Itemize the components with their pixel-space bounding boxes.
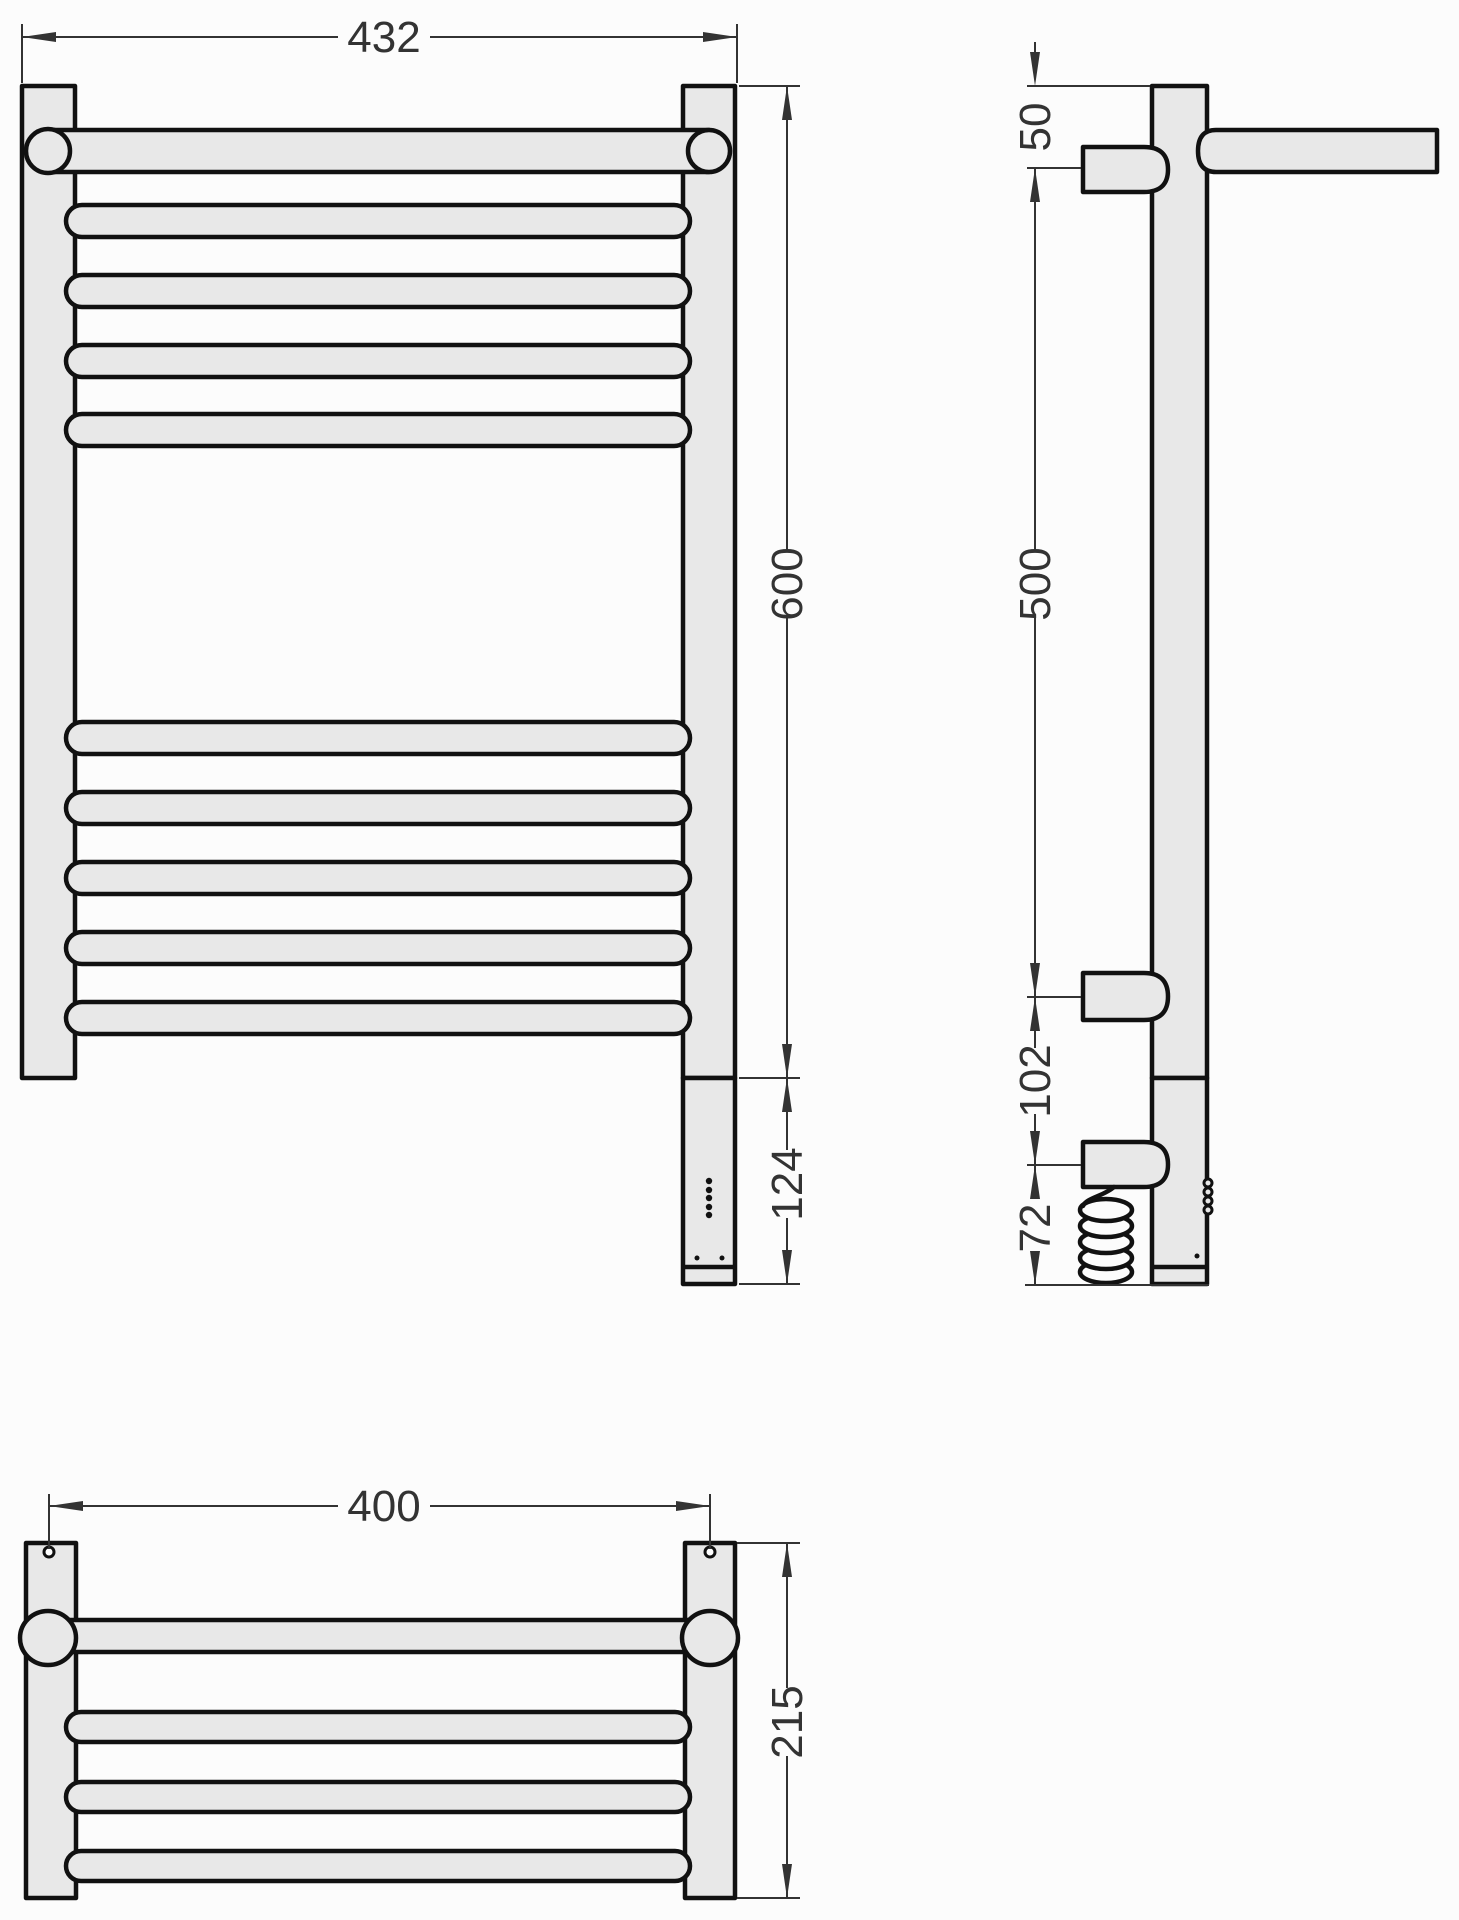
front-rung bbox=[66, 792, 690, 824]
side-upper-wall-bracket bbox=[1083, 147, 1168, 192]
bottom-bar bbox=[66, 1851, 690, 1881]
side-view bbox=[1011, 42, 1437, 1285]
bottom-view bbox=[20, 1482, 812, 1898]
dim-mount-spacing bbox=[49, 1482, 710, 1549]
dim-top-offset-label: 50 bbox=[1011, 102, 1060, 152]
front-left-post bbox=[22, 86, 75, 1078]
led-bump bbox=[1204, 1188, 1212, 1196]
dim-bracket-to-box-label: 102 bbox=[1011, 1044, 1060, 1118]
led-bump bbox=[1204, 1197, 1212, 1205]
led-bump bbox=[1204, 1179, 1212, 1187]
dim-bracket-span-label: 500 bbox=[1011, 547, 1060, 621]
bottom-left-boss bbox=[20, 1611, 76, 1665]
front-rung bbox=[66, 932, 690, 964]
dim-overall-width bbox=[22, 13, 737, 83]
led-dot bbox=[706, 1187, 712, 1193]
dim-mount-spacing-label: 400 bbox=[347, 1482, 421, 1531]
bottom-bar bbox=[66, 1712, 690, 1742]
led-bump bbox=[1204, 1206, 1212, 1214]
front-left-boss bbox=[26, 129, 70, 173]
front-rung bbox=[66, 722, 690, 754]
dim-depth bbox=[737, 1543, 812, 1898]
front-top-bar bbox=[48, 130, 709, 172]
led-dot bbox=[706, 1178, 712, 1184]
front-rung bbox=[66, 205, 690, 237]
front-right-boss bbox=[688, 130, 730, 172]
screw-dot bbox=[1195, 1254, 1200, 1259]
front-rung bbox=[66, 862, 690, 894]
front-rung bbox=[66, 275, 690, 307]
dim-depth-label: 215 bbox=[763, 1685, 812, 1759]
side-post bbox=[1152, 86, 1207, 1078]
led-dot bbox=[706, 1204, 712, 1210]
front-right-post bbox=[683, 86, 735, 1078]
dim-heater-height-label: 124 bbox=[763, 1147, 812, 1221]
dim-body-height-label: 600 bbox=[763, 547, 812, 621]
front-rung bbox=[66, 345, 690, 377]
bottom-top-bar bbox=[48, 1620, 710, 1652]
dim-top-offset bbox=[1011, 42, 1150, 151]
front-view bbox=[22, 13, 812, 1284]
dim-box-to-bottom-label: 72 bbox=[1011, 1203, 1060, 1253]
dim-bracket-to-box bbox=[1011, 997, 1081, 1165]
screw-dot bbox=[695, 1256, 700, 1261]
front-rung bbox=[66, 1002, 690, 1034]
led-dot bbox=[706, 1195, 712, 1201]
bottom-right-plate bbox=[685, 1543, 735, 1898]
dim-bracket-span bbox=[1011, 168, 1081, 997]
led-dot bbox=[706, 1212, 712, 1218]
side-top-bar bbox=[1198, 130, 1437, 172]
screw-dot bbox=[720, 1256, 725, 1261]
side-lower-wall-bracket bbox=[1083, 973, 1168, 1020]
dim-overall-width-label: 432 bbox=[347, 13, 421, 62]
power-cable-coil bbox=[1080, 1187, 1132, 1283]
front-rung bbox=[66, 414, 690, 446]
side-power-box bbox=[1083, 1142, 1168, 1187]
dim-body-height bbox=[739, 86, 812, 1078]
dim-heater-height bbox=[739, 1078, 812, 1284]
bottom-bar bbox=[66, 1782, 690, 1812]
bottom-right-boss bbox=[682, 1611, 738, 1665]
